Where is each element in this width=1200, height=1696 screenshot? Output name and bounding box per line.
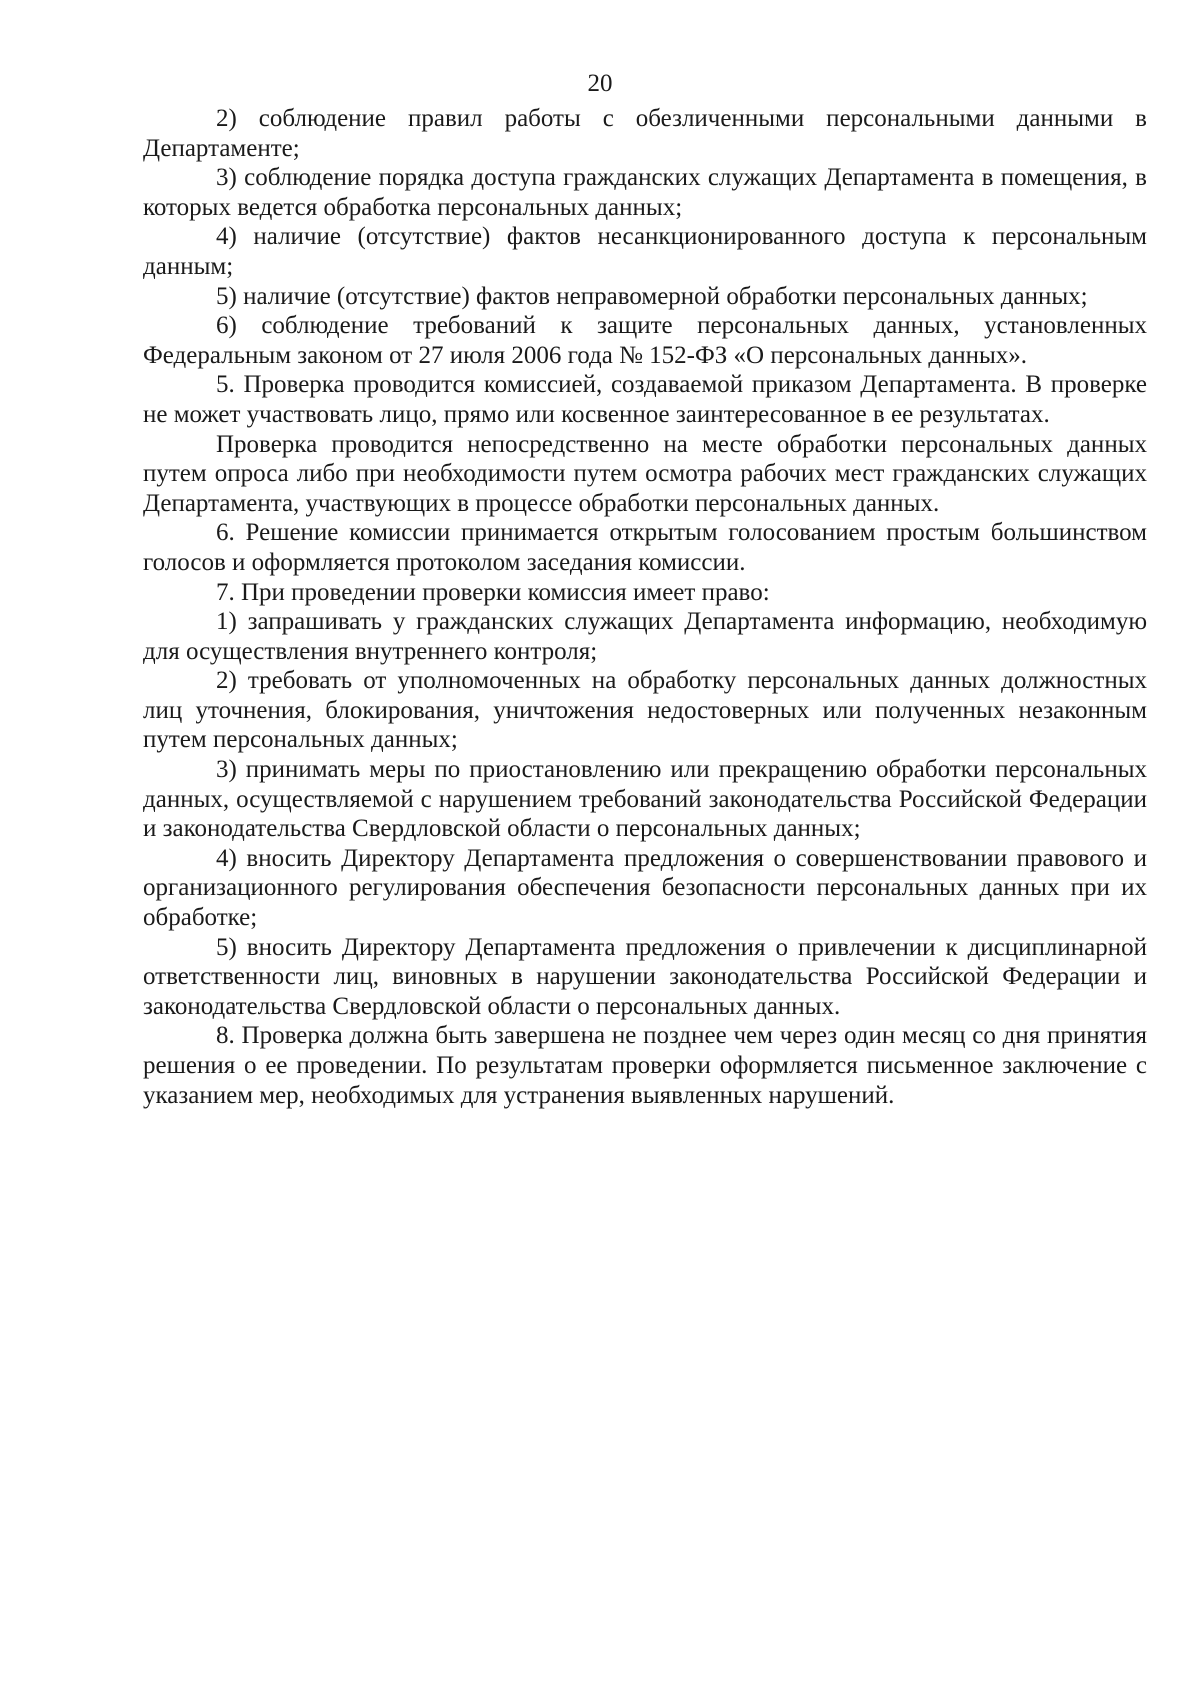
paragraph: 5) вносить Директору Департамента предложения о привлечении к дисциплинарной ответственности лиц, виновных в нарушении законодательства Российской Федерации и законодательства Свердловской области о персональных данных. — [143, 933, 1147, 1020]
paragraph: 4) наличие (отсутствие) фактов несанкционированного доступа к персональным данным; — [143, 223, 1147, 280]
page-number: 20 — [587, 70, 613, 97]
paragraph: 8. Проверка должна быть завершена не позднее чем через один месяц со дня принятия решения о ее проведении. По результатам проверки оформляется письменное заключение с указанием мер, необходимых для устранения выявленных нарушений. — [143, 1022, 1147, 1109]
paragraph: 5. Проверка проводится комиссией, создаваемой приказом Департамента. В проверке не может участвовать лицо, прямо или косвенное заинтересованное в ее результатах. — [143, 371, 1147, 428]
paragraph: 5) наличие (отсутствие) фактов неправомерной обработки персональных данных; — [216, 282, 1088, 310]
paragraph: 2) соблюдение правил работы с обезличенными персональными данными в Департаменте; — [143, 105, 1147, 162]
paragraph: 2) требовать от уполномоченных на обработку персональных данных должностных лиц уточнения, блокирования, уничтожения недостоверных или полученных незаконным путем персональных данных; — [143, 667, 1147, 754]
paragraph: 1) запрашивать у гражданских служащих Департамента информацию, необходимую для осуществления внутреннего контроля; — [143, 608, 1147, 665]
paragraph: 3) соблюдение порядка доступа гражданских служащих Департамента в помещения, в которых ведется обработка персональных данных; — [143, 164, 1147, 221]
paragraph: 3) принимать меры по приостановлению или прекращению обработки персональных данных, осуществляемой с нарушением требований законодательства Российской Федерации и законодательства Свердловской области о персональных данных; — [143, 756, 1147, 843]
paragraph: 7. При проведении проверки комиссия имеет право: — [216, 578, 770, 606]
paragraph: Проверка проводится непосредственно на месте обработки персональных данных путем опроса либо при необходимости путем осмотра рабочих мест гражданских служащих Департамента, участвующих в процессе обработки персональных данных. — [143, 430, 1147, 517]
paragraph: 6) соблюдение требований к защите персональных данных, установленных Федеральным законом от 27 июля 2006 года № 152-ФЗ «О персональных данных». — [143, 312, 1147, 369]
paragraph: 4) вносить Директору Департамента предложения о совершенствовании правового и организационного регулирования обеспечения безопасности персональных данных при их обработке; — [143, 844, 1147, 932]
document-body — [143, 104, 1147, 1110]
paragraph: 6. Решение комиссии принимается открытым голосованием простым большинством голосов и оформляется протоколом заседания комиссии. — [143, 519, 1147, 576]
